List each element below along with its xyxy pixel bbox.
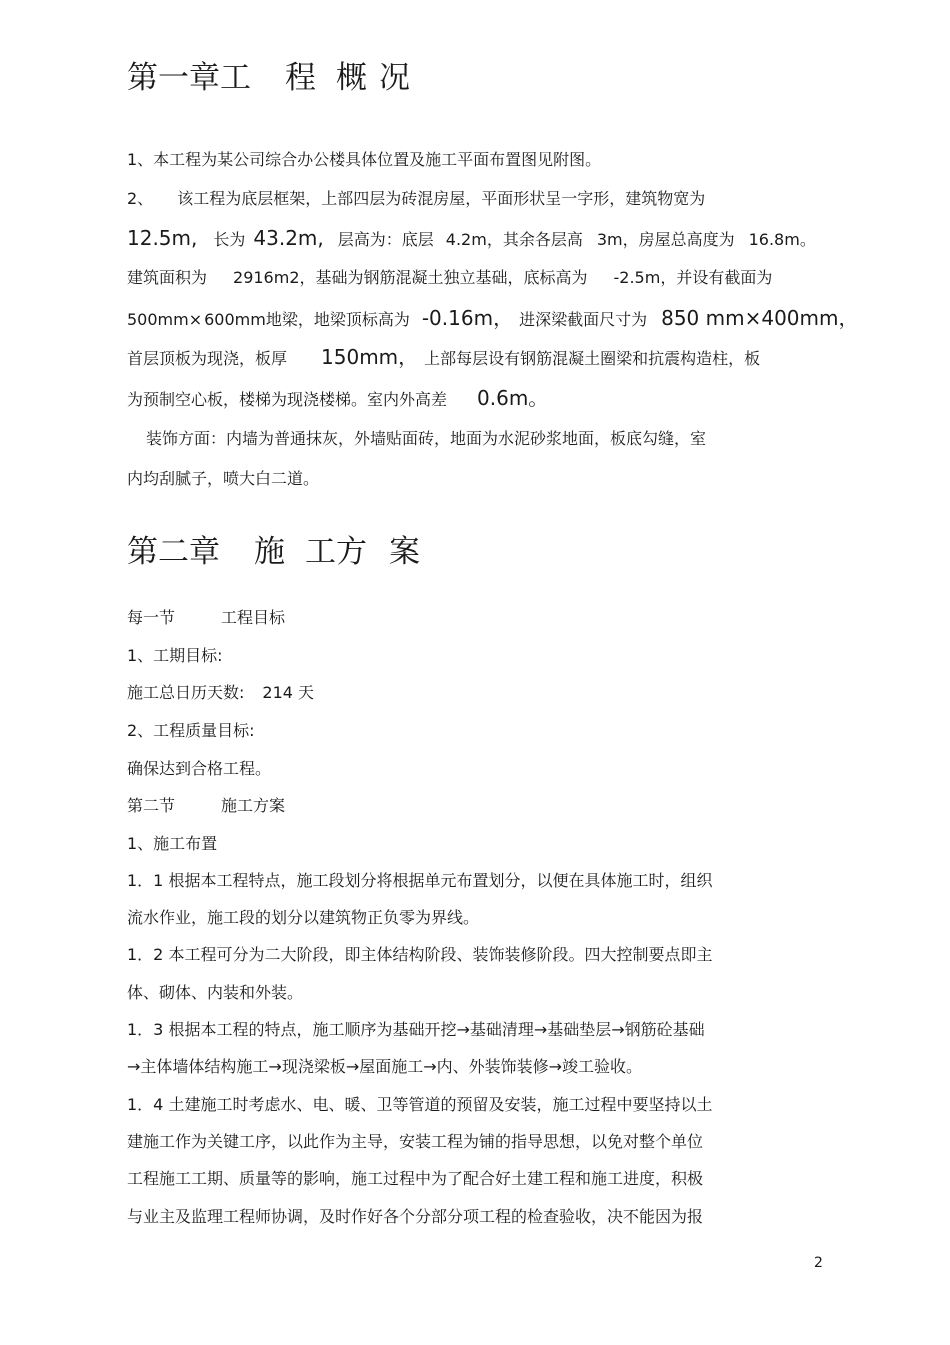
paragraph-line: 确保达到合格工程。 [127,759,272,778]
text-run: 首层顶板为现浇，板厚 [127,349,288,368]
paragraph-line: 1．4 土建施工时考虑水、电、暖、卫等管道的预留及安装，施工过程中要坚持以土 [127,1095,713,1114]
paragraph-line: 1．2 本工程可分为二大阶段，即主体结构阶段、装饰装修阶段。四大控制要点即主 [127,945,713,964]
title-part: 第二章 [127,534,220,570]
chapter-1-title [127,60,410,96]
text-run: 150mm， [321,345,419,369]
title-part: 案 [389,534,420,570]
paragraph-line [127,347,760,369]
text-run: 4.2m，其余各层高 [445,230,583,249]
text-run: 层高为：底层 [337,230,434,249]
paragraph-line: 工程施工工期、质量等的影响，施工过程中为了配合好土建工程和施工进度，积极 [127,1169,704,1188]
paragraph-line: 装饰方面：内墙为普通抹灰，外墙贴面砖，地面为水泥砂浆地面，板底勾缝，室 [146,429,707,448]
paragraph-line [127,189,705,209]
paragraph-line: 与业主及监理工程师协调，及时作好各个分部分项工程的检查验收，决不能因为报 [127,1207,704,1226]
text-run: 2、 [127,189,154,208]
text-run: 500mm× [127,310,203,329]
paragraph-line: 1、本工程为某公司综合办公楼具体位置及施工平面布置图见附图。 [127,150,602,169]
paragraph-line: 体、砌体、内装和外装。 [127,983,304,1002]
text-run: 214 天 [262,683,315,702]
paragraph-line [127,308,859,330]
text-run: 2916m2，基础为钢筋混凝土独立基础，底标高为 [233,268,588,287]
text-run: 12.5m, [127,226,198,250]
paragraph-line [127,268,772,288]
title-part: 工方 [305,534,367,570]
paragraph-line: 1．3 根据本工程的特点，施工顺序为基础开挖→基础清理→基础垫层→钢筋砼基础 [127,1020,705,1039]
paragraph-line: 内均刮腻子，喷大白二道。 [127,469,320,488]
paragraph-line: 流水作业，施工段的划分以建筑物正负零为界线。 [127,908,480,927]
paragraph-line: →主体墙体结构施工→现浇梁板→屋面施工→内、外装饰装修→竣工验收。 [127,1057,643,1076]
paragraph-line: 建施工作为关键工序，以此作为主导，安装工程为铺的指导思想，以免对整个单位 [127,1132,704,1151]
paragraph-line [127,388,548,410]
paragraph-line: 1．1 根据本工程特点，施工段划分将根据单元布置划分，以便在具体施工时，组织 [127,871,713,890]
text-run: 工程目标 [221,608,286,627]
chapter-2-title [127,534,420,570]
text-run: 每一节 [127,608,176,627]
text-run: -2.5m，并设有截面为 [613,268,773,287]
text-run: 该工程为底层框架，上部四层为砖混房屋，平面形状呈一字形，建筑物宽为 [177,189,706,208]
title-part: 概 [336,60,367,96]
paragraph-line [127,228,816,250]
section-heading [127,608,285,628]
text-run: 16.8m。 [748,230,816,249]
title-part: 程 [285,60,316,96]
title-part: 第一章工 [127,60,251,96]
paragraph-line: 2、工程质量目标: [127,721,255,740]
text-run: 43.2m, [253,226,324,250]
text-run: 长为 [213,230,246,249]
text-run: 0.6m。 [477,386,549,410]
text-run: 600mm地梁，地梁顶标高为 [204,310,410,329]
text-run: 为预制空心板，楼梯为现浇楼梯。室内外高差 [127,390,448,409]
text-run: 建筑面积为 [127,268,208,287]
text-run: 上部每层设有钢筋混凝土圈梁和抗震构造柱，板 [424,349,761,368]
paragraph-line: 1、施工布置 [127,834,218,853]
paragraph-line: 1、工期目标: [127,646,223,665]
text-run: 第二节 [127,796,176,815]
title-part: 况 [379,60,410,96]
paragraph-line [127,683,314,703]
text-run: 进深梁截面尺寸为 [519,310,648,329]
text-run: 850 mm×400mm， [661,306,859,330]
text-run: 3m，房屋总高度为 [596,230,735,249]
text-run: 施工总日历天数: [127,683,245,702]
page-number: 2 [814,1255,823,1271]
title-part: 施 [254,534,285,570]
section-heading [127,796,285,816]
text-run: -0.16m， [421,306,514,330]
text-run: 施工方案 [221,796,286,815]
